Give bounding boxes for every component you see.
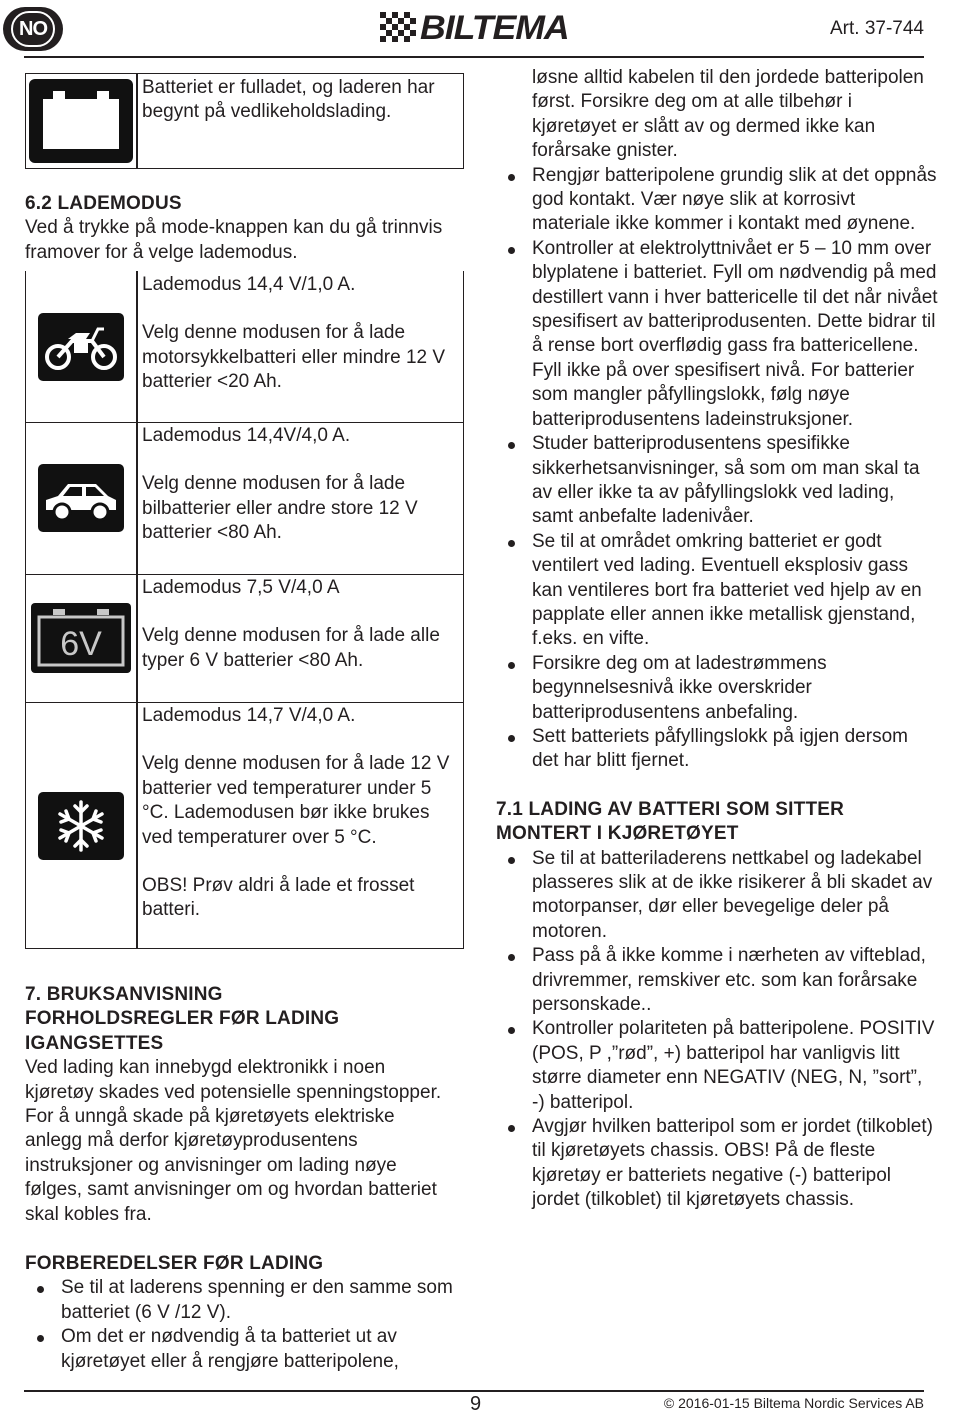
mode-note: OBS! Prøv aldri å lade et frosset batteri. [142, 875, 415, 921]
battery-full-icon [29, 79, 133, 163]
list-item: Pass på å ikke komme i nærheten av vifteblad, drivremmer, remskiver etc. som kan forårsake personskade.. [496, 944, 938, 1017]
mode-row-car [26, 422, 463, 575]
mode-row-motorcycle [26, 271, 463, 423]
mode-icon-cell [26, 702, 136, 949]
mode-icon-cell [26, 271, 136, 422]
footer-divider [24, 1390, 924, 1392]
mode-description: Velg denne modusen for å lade bilbatterier eller andre store 12 V batterier <80 Ah. [142, 473, 418, 544]
mode-description: Velg denne modusen for å lade 12 V batterier ved temperaturer under 5 °C. Lademodusen bør ikke brukes ved temperaturer over 5 °C. [142, 753, 450, 848]
mode-title: Lademodus 14,4 V/1,0 A. [142, 274, 356, 295]
section-7 [25, 983, 455, 1227]
mounted-battery-list [496, 847, 938, 1213]
section-body: Ved lading kan innebygd elektronikk i noen kjøretøy skades ved potensielle spenningstopper. For å unngå skade på kjøretøyets elektriske anlegg må derfor kjøretøyprodusentens instruksjoner og anvisninger om lading nøye følges, samt anvisninger om og hvordan batteriet skal kobles fra. [25, 1057, 442, 1225]
mode-title: Lademodus 7,5 V/4,0 A [142, 577, 340, 598]
checkered-flag-icon [380, 12, 416, 44]
subsection-heading: 7.1 LADING AV BATTERI SOM SITTER MONTERT I KJØRETØYET [496, 798, 845, 845]
section-heading: 7. BRUKSANVISNING [25, 984, 223, 1005]
list-item: Se til at laderens spenning er den samme som batteriet (6 V /12 V). [25, 1276, 455, 1325]
section-heading: 6.2 LADEMODUS [25, 193, 182, 214]
snowflake-icon [38, 792, 124, 860]
article-number: Art. 37-744 [830, 18, 924, 39]
list-item: Kontroller polariteten på batteripolene. POSITIV (POS, P ,”rød”, +) batteripol har vanligvis litt større diameter enn NEGATIV (NEG, N, ”sort”, -) batteripol. [496, 1017, 938, 1115]
status-icon-cell [26, 74, 136, 168]
mode-row-6v [26, 574, 463, 703]
modes-table [25, 271, 464, 949]
subsection-heading: FORBEREDELSER FØR LADING [25, 1253, 324, 1274]
status-table [25, 73, 464, 169]
prep-list-continued [496, 164, 938, 774]
mode-description: Velg denne modusen for å lade motorsykkelbatteri eller mindre 12 V batterier <20 Ah. [142, 322, 446, 393]
header-divider [24, 56, 924, 58]
mode-icon-cell [26, 574, 136, 702]
list-item: Se til at området omkring batteriet er godt ventilert ved lading. Eventuell eksplosiv gass kan ventileres bort fra batteriet ved hjelp av en papplate eller annen ikke metallisk gjenstand, f.eks. en vifte. [496, 530, 938, 652]
language-code: NO [11, 11, 55, 47]
page-number: 9 [470, 1393, 482, 1415]
list-item: Avgjør hvilken batteripol som er jordet (tilkoblet) til kjøretøyets chassis. OBS! På de fleste kjøretøy er batteriets negative (-) batteripol jordet (tilkoblet) til kjøretøyets chassis. [496, 1115, 938, 1213]
list-item: Se til at batteriladerens nettkabel og ladekabel plasseres slik at de ikke risikerer å bli skadet av motorpanser, dør eller bevegelige deler på motoren. [496, 847, 938, 945]
list-item: Rengjør batteripolene grundig slik at det oppnås god kontakt. Vær nøye slik at korrosivt materiale ikke kommer i kontakt med øynene. [496, 164, 938, 237]
mode-row-cold [26, 702, 463, 949]
section-intro: Ved å trykke på mode-knappen kan du gå trinnvis framover for å velge lademodus. [25, 217, 443, 263]
right-column [496, 66, 938, 1213]
mode-icon-cell [26, 422, 136, 574]
brand-logo [380, 9, 569, 47]
copyright-notice: © 2016-01-15 Biltema Nordic Services AB [663, 1395, 924, 1411]
list-item: Forsikre deg om at ladestrømmens begynnelsesnivå ikke overskrider batteriprodusentens anbefaling. [496, 652, 938, 725]
prep-list [25, 1276, 455, 1374]
motorcycle-icon [38, 313, 124, 381]
continued-text: løsne alltid kabelen til den jordede batteripolen først. Forsikre deg om at alle tilbehør i kjøretøyet er slått av og dermed ikke kan forårsake gnister. [532, 67, 924, 162]
mode-title: Lademodus 14,4V/4,0 A. [142, 425, 351, 446]
battery-6v-icon [31, 603, 131, 673]
subsection-heading: FORHOLDSREGLER FØR LADING IGANGSETTES [25, 1008, 340, 1054]
prep-section [25, 1252, 455, 1374]
car-icon [38, 464, 124, 532]
section-6-2 [25, 192, 465, 265]
mode-description: Velg denne modusen for å lade alle typer 6 V batterier <80 Ah. [142, 625, 440, 671]
list-item: Om det er nødvendig å ta batteriet ut av kjøretøyet eller å rengjøre batteripolene, [25, 1325, 455, 1374]
list-item: Sett batteriets påfyllingslokk på igjen dersom det har blitt fjernet. [496, 725, 938, 774]
column-divider [136, 74, 138, 168]
list-item: Kontroller at elektrolyttnivået er 5 – 10 mm over blyplatene i batteriet. Fyll om nødvendig på med destillert vann i hver battericelle til det når nivået spesifisert av batteriprodusenten. Dette bidrar til å rense bort overflødig gass fra battericellene. Fyll ikke på over spesifisert nivå. For batterier som mangler påfyllingslokk, følg nøye batteriprodusentens ladeinstruksjoner. [496, 237, 938, 432]
status-text: Batteriet er fulladet, og laderen har begynt på vedlikeholdslading. [142, 77, 435, 123]
mode-title: Lademodus 14,7 V/4,0 A. [142, 705, 356, 726]
language-badge [3, 7, 63, 51]
list-item: Studer batteriprodusentens spesifikke sikkerhetsanvisninger, så som om man skal ta av eller ikke ta av påfyllingslokk ved lading, samt anbefalte ladenivåer. [496, 432, 938, 530]
brand-name: BILTEMA [420, 9, 569, 47]
battery-voltage-label: 6V [60, 625, 102, 663]
